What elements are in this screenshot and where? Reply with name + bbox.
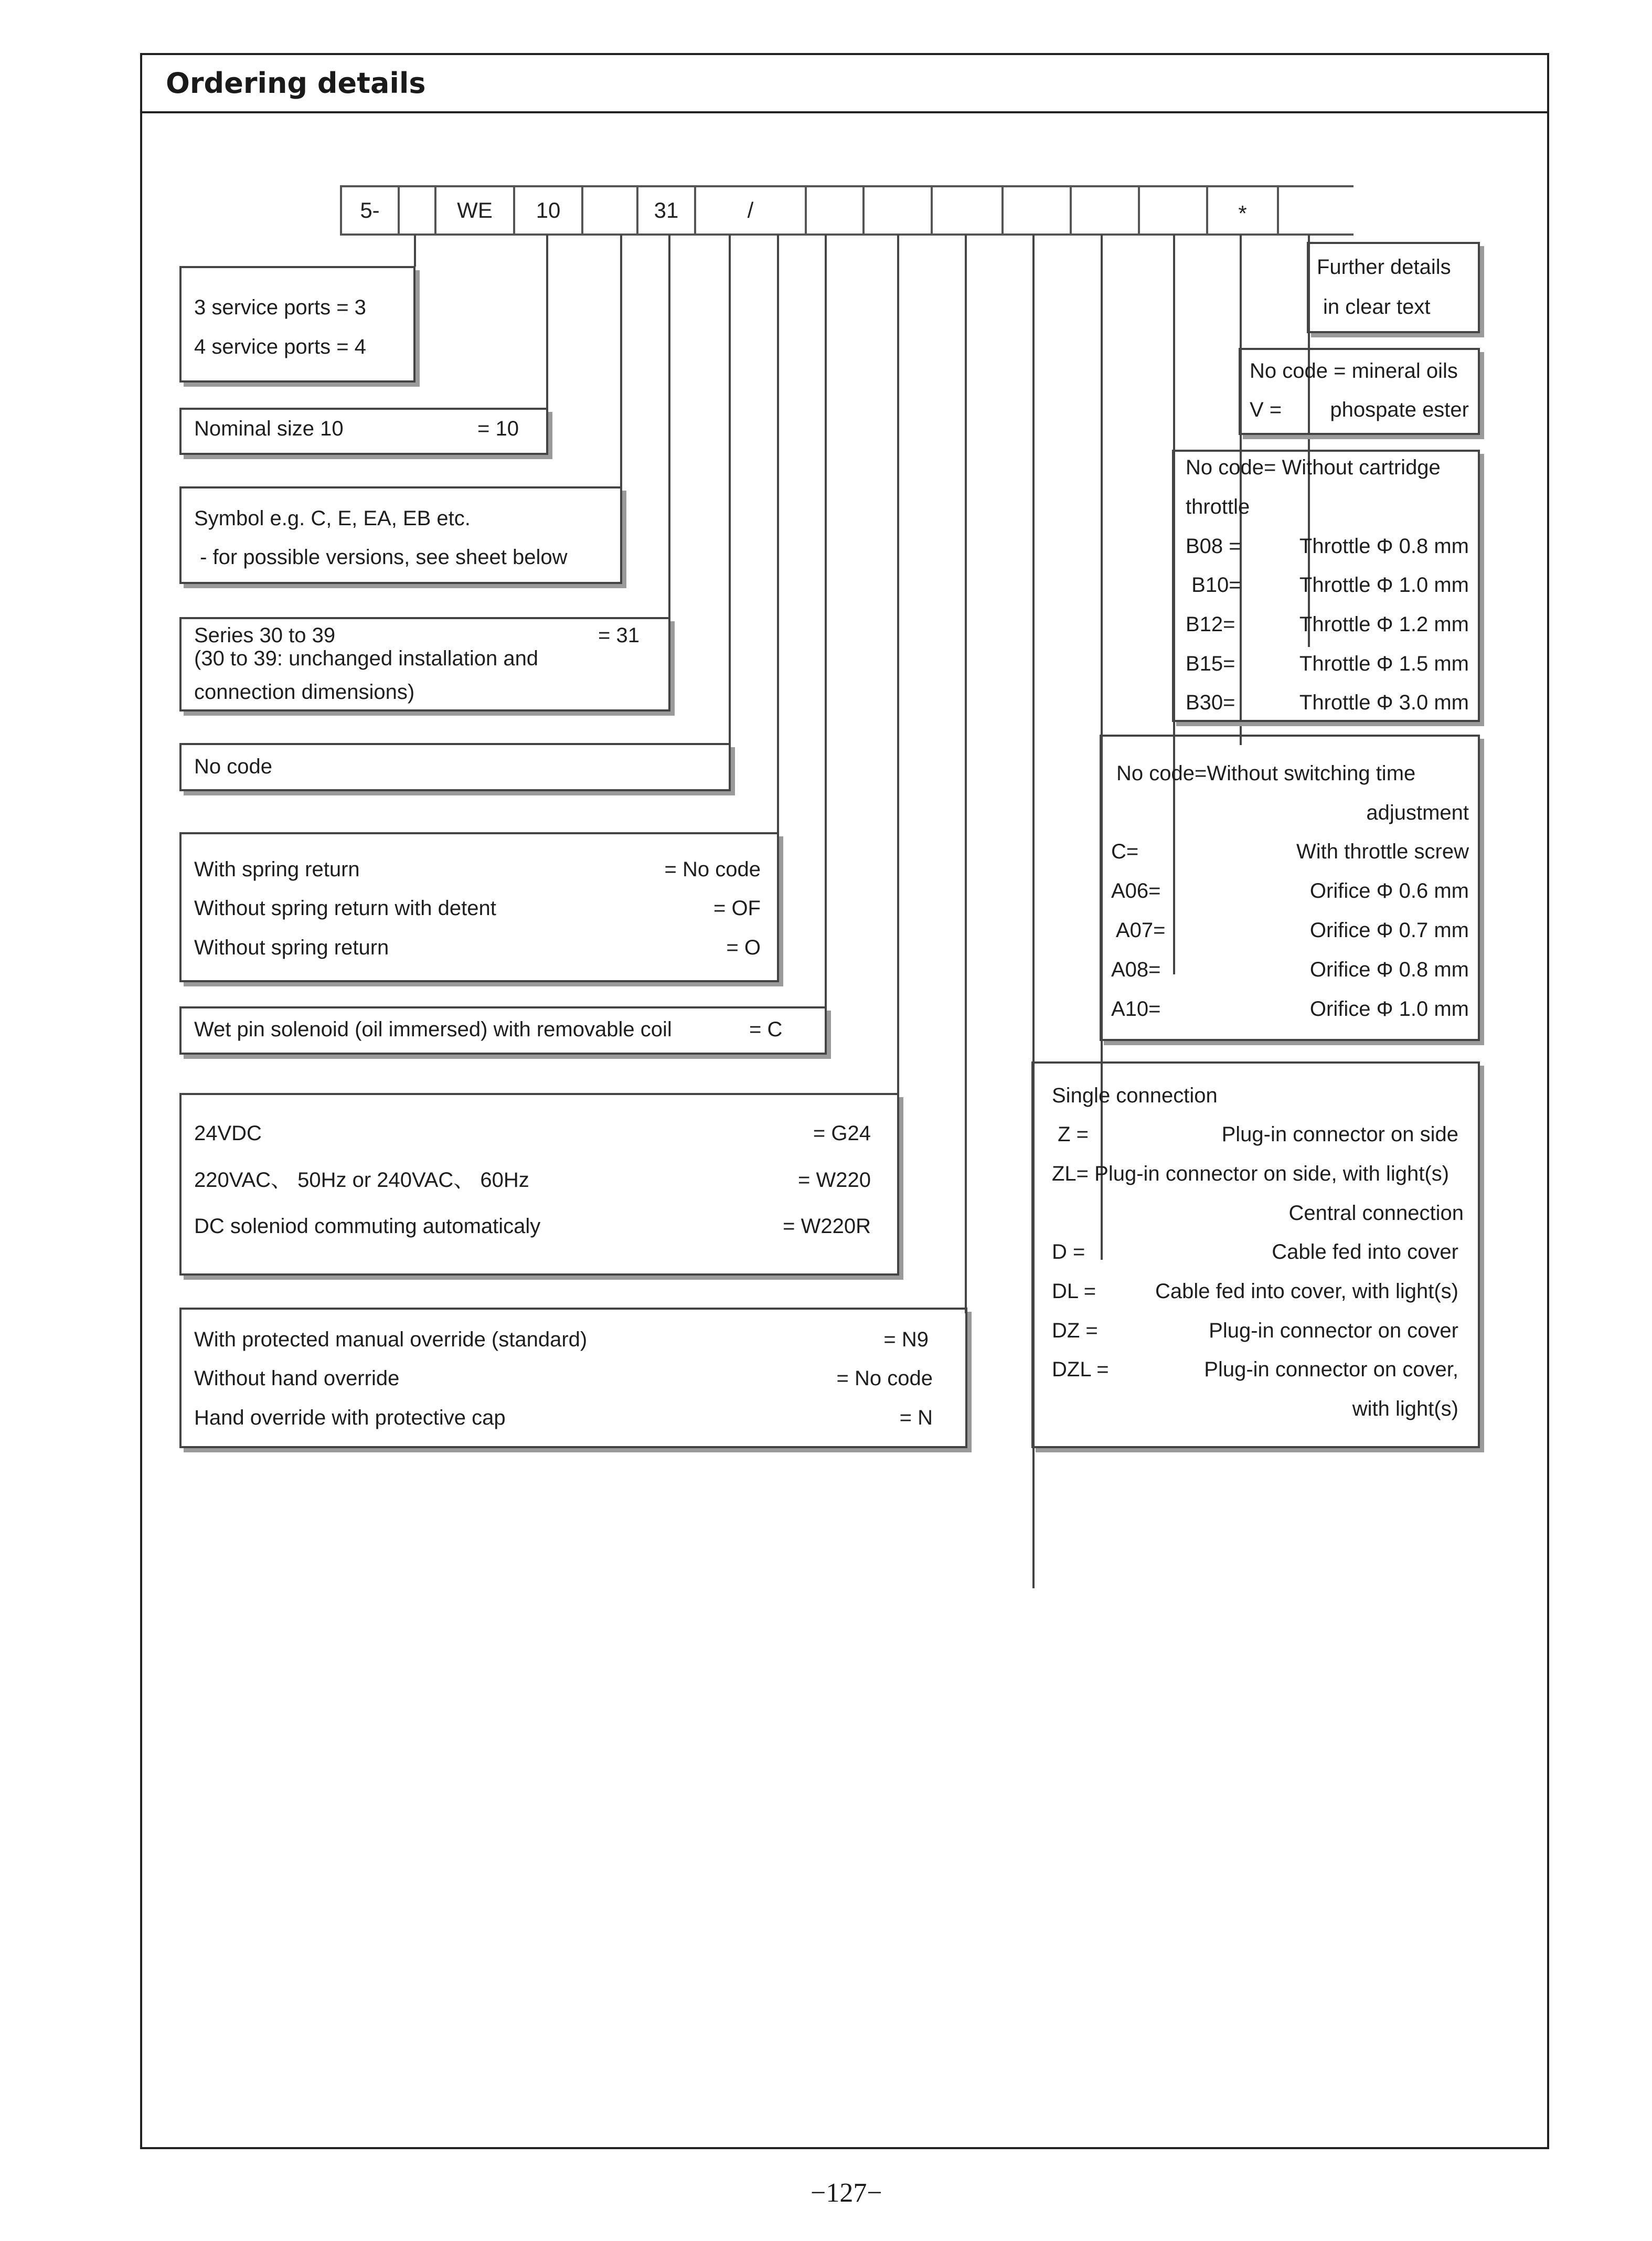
seals-line-1: No code = mineral oils	[1250, 359, 1458, 383]
page-number: −127−	[811, 2178, 882, 2208]
connection-label: Plug-in connector on cover	[1209, 1319, 1458, 1342]
code-cell	[862, 186, 931, 235]
throttle-code: B10=	[1186, 573, 1241, 597]
connector-line	[668, 235, 670, 619]
code-cell: /	[694, 186, 805, 235]
throttle-label: Throttle Φ 3.0 mm	[1299, 691, 1469, 714]
throttle-label: Throttle Φ 0.8 mm	[1299, 535, 1469, 558]
series-line-3: connection dimensions)	[194, 681, 415, 704]
switching-line-1: No code=Without switching time	[1116, 762, 1416, 785]
solenoid-code: = C	[749, 1018, 783, 1041]
voltage-label: DC soleniod commuting automaticaly	[194, 1215, 541, 1238]
throttle-label: Throttle Φ 1.0 mm	[1299, 573, 1469, 597]
connection-label: Cable fed into cover, with light(s)	[1155, 1280, 1458, 1303]
ports-box	[179, 266, 415, 383]
connection-label: Plug-in connector on cover,	[1204, 1358, 1458, 1381]
throttle-label: Throttle Φ 1.2 mm	[1299, 613, 1469, 636]
throttle-line-1: No code= Without cartridge	[1186, 456, 1441, 479]
connector-line	[620, 235, 622, 488]
spring-label: Without spring return with detent	[194, 897, 496, 920]
connection-heading: Single connection	[1052, 1084, 1218, 1107]
ports-line-1: 3 service ports = 3	[194, 296, 366, 319]
switching-label: Orifice Φ 1.0 mm	[1309, 997, 1469, 1021]
voltage-code: = G24	[813, 1122, 871, 1145]
series-label: Series 30 to 39	[194, 624, 336, 647]
throttle-code: B15=	[1186, 652, 1235, 675]
ports-line-2: 4 service ports = 4	[194, 335, 366, 358]
switching-code: A07=	[1111, 919, 1166, 942]
connection-last: with light(s)	[1352, 1397, 1458, 1420]
throttle-code: B08 =	[1186, 535, 1241, 558]
symbol-line-2: - for possible versions, see sheet below	[194, 546, 568, 569]
further-details-line-1: Further details	[1317, 256, 1451, 279]
connection-code: DZL =	[1052, 1358, 1109, 1381]
code-cell	[1070, 186, 1138, 235]
switching-code: C=	[1111, 840, 1139, 863]
connection-code: DZ =	[1052, 1319, 1098, 1342]
override-label: Without hand override	[194, 1367, 400, 1390]
connector-line	[897, 235, 899, 1099]
connector-line	[777, 235, 779, 834]
connection-code: DL =	[1052, 1280, 1096, 1303]
connection-label: Cable fed into cover	[1272, 1240, 1458, 1263]
connection-code: D =	[1052, 1240, 1085, 1263]
switching-label: With throttle screw	[1296, 840, 1469, 863]
switching-code: A08=	[1111, 958, 1161, 981]
throttle-code: B12=	[1186, 613, 1235, 636]
connector-line	[546, 235, 548, 413]
connection-central: Central connection	[1288, 1202, 1464, 1225]
page-title: Ordering details	[166, 67, 426, 100]
symbol-line-1: Symbol e.g. C, E, EA, EB etc.	[194, 507, 471, 530]
no-code-label: No code	[194, 755, 272, 778]
nominal-size-code: = 10	[477, 417, 519, 440]
connector-line	[825, 235, 827, 1008]
connection-label: Plug-in connector on side	[1221, 1123, 1458, 1146]
switching-label: Orifice Φ 0.6 mm	[1309, 879, 1469, 902]
switching-label: Orifice Φ 0.8 mm	[1309, 958, 1469, 981]
throttle-line-2: throttle	[1186, 495, 1250, 518]
code-cell	[398, 186, 434, 235]
code-cell	[1001, 186, 1070, 235]
connection-code: Z =	[1052, 1123, 1089, 1146]
code-cell: WE	[434, 186, 513, 235]
override-code: = N	[899, 1406, 933, 1429]
override-code: = No code	[836, 1367, 933, 1390]
connector-line	[414, 235, 416, 267]
spring-code: = No code	[664, 858, 761, 881]
throttle-label: Throttle Φ 1.5 mm	[1299, 652, 1469, 675]
throttle-code: B30=	[1186, 691, 1235, 714]
nominal-size-label: Nominal size 10	[194, 417, 344, 440]
series-line-2: (30 to 39: unchanged installation and	[194, 647, 539, 670]
spring-code: = O	[726, 936, 761, 959]
voltage-code: = W220	[798, 1169, 871, 1192]
further-details-line-2: in clear text	[1323, 295, 1431, 318]
connector-line	[965, 235, 967, 1313]
code-cell: *	[1206, 186, 1277, 235]
spring-label: Without spring return	[194, 936, 389, 959]
code-cell	[805, 186, 862, 235]
override-label: Hand override with protective cap	[194, 1406, 506, 1429]
override-label: With protected manual override (standard)	[194, 1328, 588, 1351]
code-cell	[581, 186, 636, 235]
switching-line-2: adjustment	[1366, 801, 1469, 824]
connection-zl: ZL= Plug-in connector on side, with light(s)	[1052, 1162, 1450, 1185]
switching-code: A10=	[1111, 997, 1161, 1021]
voltage-code: = W220R	[783, 1215, 871, 1238]
code-cell: 31	[636, 186, 694, 235]
switching-code: A06=	[1111, 879, 1161, 902]
code-cell: 10	[513, 186, 581, 235]
solenoid-label: Wet pin solenoid (oil immersed) with removable coil	[194, 1018, 672, 1041]
seals-label: phospate ester	[1330, 398, 1469, 421]
voltage-label: 220VAC、 50Hz or 240VAC、 60Hz	[194, 1169, 529, 1192]
code-cell	[1138, 186, 1206, 235]
switching-label: Orifice Φ 0.7 mm	[1309, 919, 1469, 942]
override-code: = N9	[883, 1328, 929, 1351]
code-cell: 5-	[340, 186, 398, 235]
connector-line	[729, 235, 731, 752]
voltage-label: 24VDC	[194, 1122, 262, 1145]
seals-code: V =	[1250, 398, 1282, 421]
series-code: = 31	[598, 624, 640, 647]
code-cell	[1277, 186, 1353, 235]
spring-code: = OF	[713, 897, 761, 920]
spring-label: With spring return	[194, 858, 360, 881]
code-cell	[931, 186, 1001, 235]
